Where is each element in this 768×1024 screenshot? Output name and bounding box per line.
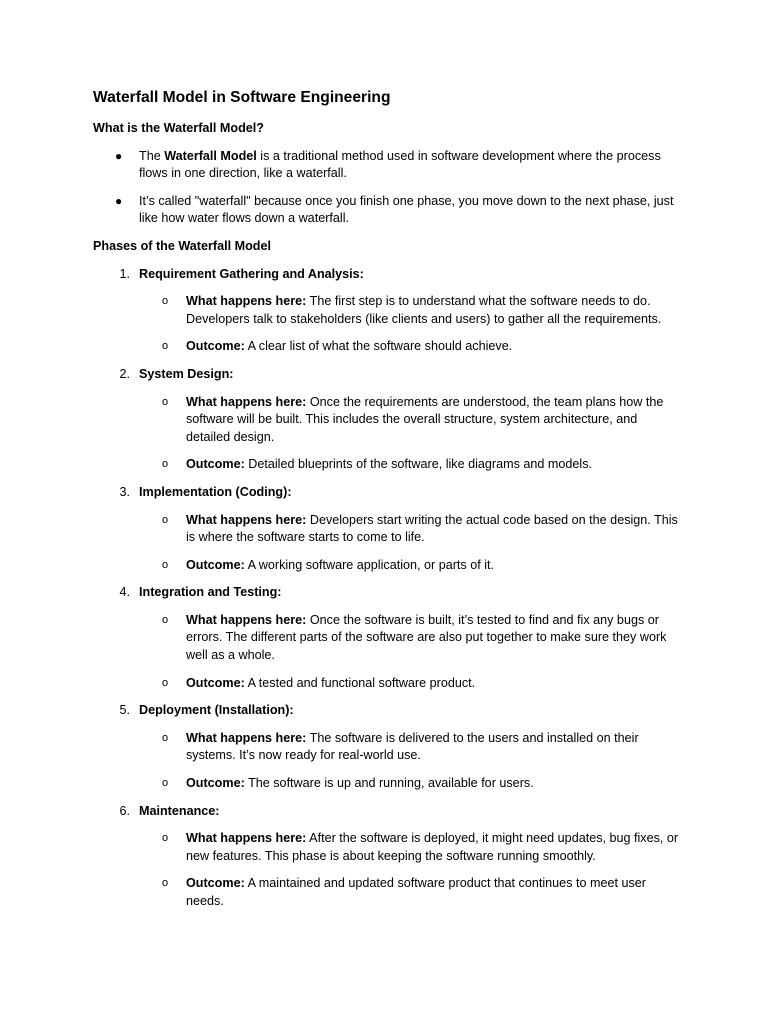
- what-happens-label: What happens here:: [186, 512, 307, 527]
- what-happens-text: The first step is to understand what the software needs to do. Developers talk to stakeholders (like clients and users) to gather all the requirements.: [186, 294, 662, 326]
- what-happens-label: What happens here:: [186, 294, 307, 309]
- phase-title: Requirement Gathering and Analysis:: [139, 266, 364, 281]
- circle-bullet-icon: o: [162, 558, 169, 571]
- outcome-label: Outcome:: [186, 339, 245, 354]
- outcome-item: [93, 675, 683, 693]
- document-title: Waterfall Model in Software Engineering: [93, 89, 391, 106]
- circle-bullet-icon: o: [162, 395, 169, 408]
- outcome-text: A working software application, or parts of it.: [247, 557, 494, 572]
- phase-number: 4.: [119, 585, 130, 600]
- document-page: [93, 86, 683, 921]
- what-happens-text: Once the requirements are understood, the team plans how the software will be built. This includes the overall structure, system architecture, and detailed design.: [186, 394, 664, 444]
- bullet-text: It’s called "waterfall" because once you finish one phase, you move down to the next phase, just like how water flows down a waterfall.: [139, 193, 674, 226]
- what-happens-text: The software is delivered to the users and installed on their systems. It’s now ready for real-world use.: [186, 730, 639, 763]
- bullet-dot-icon: ●: [115, 148, 123, 163]
- phase-title: Deployment (Installation):: [139, 703, 294, 718]
- phase-item: [93, 803, 683, 911]
- phase-detail-list: [93, 394, 683, 474]
- what-happens-item: [93, 394, 683, 447]
- circle-bullet-icon: o: [162, 777, 169, 790]
- bullet-text: is a traditional method used in software development where the process flows in one direction, like a waterfall.: [139, 148, 661, 181]
- circle-bullet-icon: o: [162, 458, 169, 471]
- outcome-text: A maintained and updated software product that continues to meet user needs.: [186, 876, 646, 908]
- phase-number: 6.: [119, 803, 130, 818]
- what-happens-item: [93, 612, 683, 665]
- phase-number: 5.: [119, 703, 130, 718]
- phase-item: [93, 366, 683, 474]
- outcome-item: [93, 456, 683, 474]
- bullet-dot-icon: ●: [115, 193, 123, 208]
- phases-list: [93, 266, 683, 911]
- outcome-label: Outcome:: [186, 557, 245, 572]
- phases-heading: Phases of the Waterfall Model: [93, 238, 271, 253]
- circle-bullet-icon: o: [162, 832, 169, 845]
- what-happens-item: [93, 730, 683, 765]
- outcome-label: Outcome:: [186, 876, 245, 891]
- what-happens-text: After the software is deployed, it might need updates, bug fixes, or new features. This phase is about keeping the software running smoothly.: [186, 831, 679, 863]
- phase-item: [93, 266, 683, 356]
- circle-bullet-icon: o: [162, 731, 169, 744]
- outcome-label: Outcome:: [186, 776, 245, 791]
- bullet-bold-text: Waterfall Model: [164, 148, 257, 163]
- phase-detail-list: [93, 293, 683, 356]
- intro-bullet: [93, 148, 683, 183]
- circle-bullet-icon: o: [162, 613, 169, 626]
- circle-bullet-icon: o: [162, 295, 169, 308]
- phase-detail-list: [93, 612, 683, 692]
- outcome-text: A tested and functional software product.: [247, 675, 476, 690]
- phase-item: [93, 702, 683, 792]
- phase-number: 3.: [119, 484, 130, 499]
- what-happens-label: What happens here:: [186, 612, 307, 627]
- what-happens-label: What happens here:: [186, 831, 307, 846]
- what-happens-item: [93, 830, 683, 865]
- circle-bullet-icon: o: [162, 877, 169, 890]
- phase-detail-list: [93, 512, 683, 575]
- what-happens-label: What happens here:: [186, 394, 307, 409]
- what-happens-text: Developers start writing the actual code based on the design. This is where the software starts to come to life.: [186, 512, 678, 545]
- outcome-item: [93, 338, 683, 356]
- outcome-item: [93, 557, 683, 575]
- intro-bullet: [93, 193, 683, 228]
- what-happens-item: [93, 293, 683, 328]
- circle-bullet-icon: o: [162, 676, 169, 689]
- phase-item: [93, 484, 683, 574]
- intro-heading: What is the Waterfall Model?: [93, 121, 264, 135]
- outcome-label: Outcome:: [186, 457, 245, 472]
- phase-title: Implementation (Coding):: [139, 484, 292, 499]
- phase-detail-list: [93, 830, 683, 910]
- outcome-text: A clear list of what the software should achieve.: [247, 339, 513, 354]
- phase-number: 2.: [119, 366, 130, 381]
- outcome-text: Detailed blueprints of the software, like diagrams and models.: [248, 457, 592, 472]
- outcome-label: Outcome:: [186, 675, 245, 690]
- phase-item: [93, 584, 683, 692]
- what-happens-text: Once the software is built, it’s tested to find and fix any bugs or errors. The different parts of the software are also put together to make sure they work well as a whole.: [186, 612, 667, 663]
- outcome-item: [93, 875, 683, 910]
- outcome-item: [93, 775, 683, 793]
- outcome-text: The software is up and running, available for users.: [248, 776, 534, 791]
- phase-detail-list: [93, 730, 683, 793]
- bullet-text: The: [139, 148, 165, 163]
- circle-bullet-icon: o: [162, 513, 169, 526]
- phase-title: System Design:: [139, 366, 234, 381]
- circle-bullet-icon: o: [162, 340, 169, 353]
- what-happens-item: [93, 512, 683, 547]
- phase-title: Integration and Testing:: [139, 585, 282, 600]
- phase-number: 1.: [119, 266, 130, 281]
- phase-title: Maintenance:: [139, 803, 220, 818]
- intro-bullet-list: [93, 148, 683, 228]
- what-happens-label: What happens here:: [186, 730, 307, 745]
